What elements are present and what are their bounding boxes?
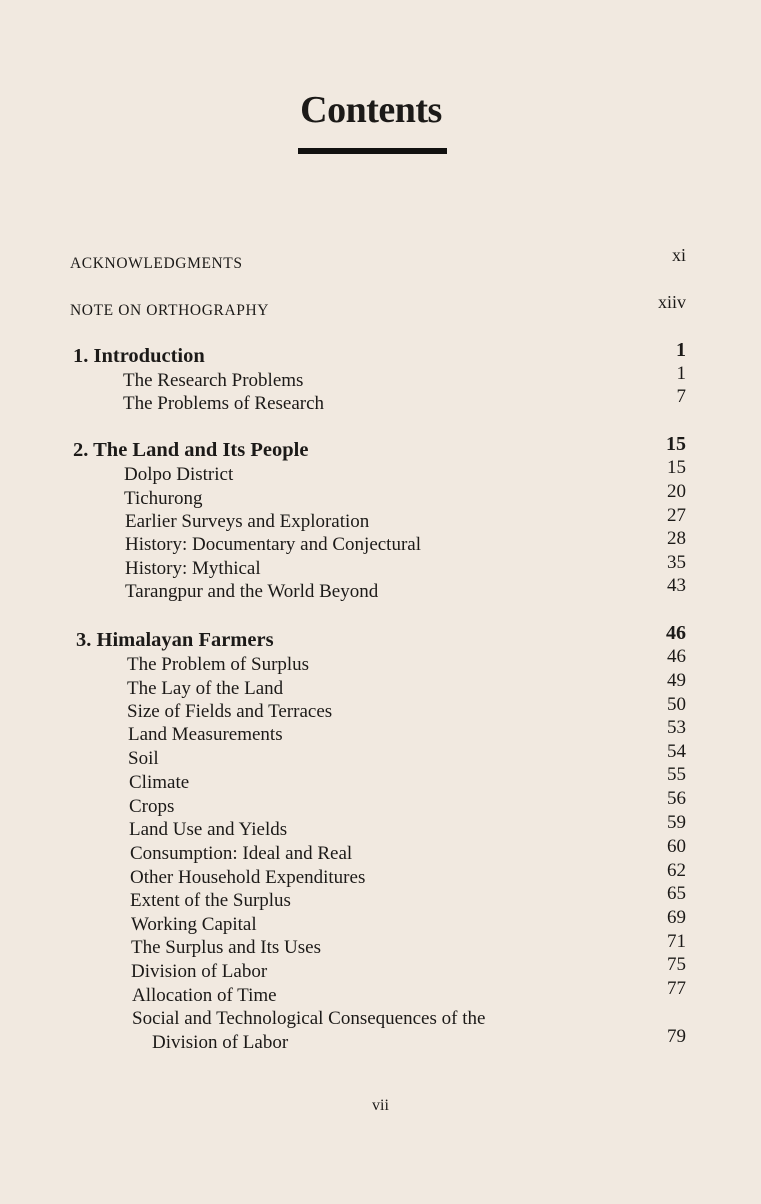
toc-section[interactable]: Dolpo District bbox=[124, 464, 234, 485]
toc-page-number: 27 bbox=[667, 505, 686, 526]
page-title: Contents bbox=[300, 89, 442, 131]
toc-section[interactable]: The Lay of the Land bbox=[127, 678, 284, 699]
toc-page-number: 50 bbox=[667, 694, 686, 715]
toc-section[interactable]: History: Mythical bbox=[125, 558, 261, 579]
toc-chapter-1[interactable]: 1. Introduction bbox=[73, 345, 205, 367]
toc-page-number: 62 bbox=[667, 860, 686, 881]
toc-page-number: 79 bbox=[667, 1026, 686, 1047]
toc-section[interactable]: The Research Problems bbox=[123, 370, 304, 391]
toc-section[interactable]: Working Capital bbox=[131, 914, 257, 935]
toc-page-number: 1 bbox=[676, 339, 686, 361]
toc-page-number: xi bbox=[671, 245, 686, 265]
toc-page-number: 75 bbox=[667, 954, 686, 975]
toc-page-number: 71 bbox=[667, 931, 686, 952]
toc-section[interactable]: Social and Technological Consequences of the bbox=[132, 1008, 486, 1029]
toc-page-number: xiiv bbox=[657, 292, 686, 312]
toc-page-number: 15 bbox=[667, 457, 686, 478]
toc-page-number: 7 bbox=[676, 386, 686, 407]
toc-section[interactable]: History: Documentary and Conjectural bbox=[125, 534, 422, 555]
toc-page-number: 60 bbox=[667, 836, 686, 857]
toc-page-number: 65 bbox=[667, 883, 686, 904]
page-folio: vii bbox=[372, 1097, 389, 1114]
toc-section[interactable]: Soil bbox=[128, 748, 159, 769]
toc-section[interactable]: Tarangpur and the World Beyond bbox=[125, 581, 379, 602]
toc-page-number: 54 bbox=[667, 741, 686, 762]
toc-entry-acknowledgments[interactable]: ACKNOWLEDGMENTS bbox=[70, 255, 243, 272]
toc-page-number: 20 bbox=[667, 481, 686, 502]
toc-page-number: 15 bbox=[666, 433, 686, 455]
toc-section[interactable]: Allocation of Time bbox=[132, 985, 277, 1006]
toc-section[interactable]: Size of Fields and Terraces bbox=[127, 701, 333, 722]
toc-section[interactable]: Land Use and Yields bbox=[129, 819, 288, 840]
toc-page-number: 77 bbox=[667, 978, 686, 999]
toc-entry-note-on-orthography[interactable]: NOTE ON ORTHOGRAPHY bbox=[70, 302, 270, 319]
toc-section[interactable]: Climate bbox=[129, 772, 190, 793]
toc-page-number: 56 bbox=[667, 788, 686, 809]
toc-section[interactable]: Earlier Surveys and Exploration bbox=[125, 511, 370, 532]
toc-section[interactable]: Extent of the Surplus bbox=[130, 890, 291, 911]
toc-chapter-3[interactable]: 3. Himalayan Farmers bbox=[76, 629, 274, 651]
toc-page-number: 28 bbox=[667, 528, 686, 549]
toc-page-number: 53 bbox=[667, 717, 686, 738]
toc-page-number: 43 bbox=[667, 575, 686, 596]
toc-page-number: 55 bbox=[667, 764, 686, 785]
toc-page-number: 49 bbox=[667, 670, 686, 691]
toc-page-number: 59 bbox=[667, 812, 686, 833]
toc-page-number: 46 bbox=[667, 646, 686, 667]
toc-section[interactable]: Consumption: Ideal and Real bbox=[130, 843, 353, 864]
toc-section[interactable]: Division of Labor bbox=[131, 961, 268, 982]
toc-chapter-2[interactable]: 2. The Land and Its People bbox=[73, 439, 309, 461]
toc-page-number: 46 bbox=[666, 622, 686, 644]
toc-page-number: 1 bbox=[676, 363, 686, 384]
toc-section[interactable]: The Surplus and Its Uses bbox=[131, 937, 321, 958]
toc-section[interactable]: Other Household Expenditures bbox=[130, 867, 366, 888]
toc-section-continuation[interactable]: Division of Labor bbox=[152, 1032, 289, 1053]
toc-section[interactable]: Tichurong bbox=[124, 488, 203, 509]
toc-section[interactable]: Land Measurements bbox=[128, 724, 283, 745]
toc-section[interactable]: The Problems of Research bbox=[123, 393, 325, 414]
toc-section[interactable]: Crops bbox=[129, 796, 175, 817]
toc-page-number: 69 bbox=[667, 907, 686, 928]
toc-page-number: 35 bbox=[667, 552, 686, 573]
title-rule bbox=[298, 148, 447, 154]
toc-section[interactable]: The Problem of Surplus bbox=[127, 654, 310, 675]
